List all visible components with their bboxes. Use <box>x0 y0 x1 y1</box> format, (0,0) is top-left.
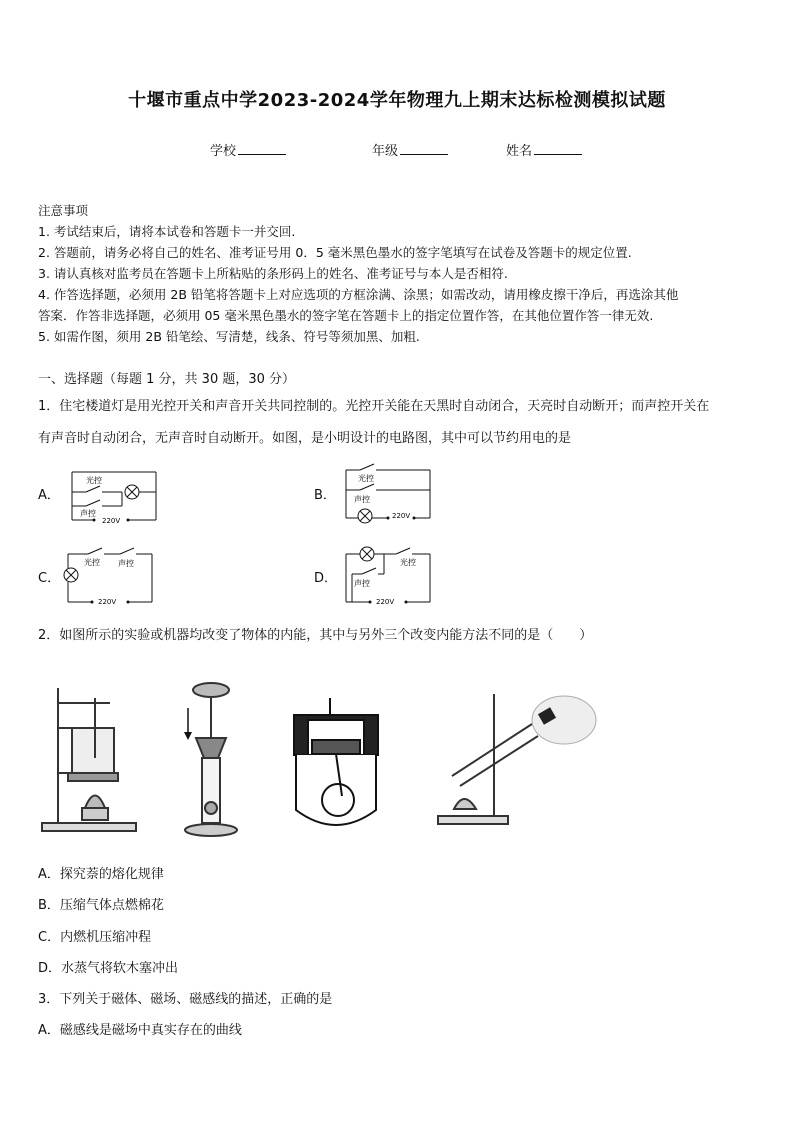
circuit-d-voltage: 220V <box>376 598 395 606</box>
grade-blank[interactable] <box>400 142 448 155</box>
circuit-d-light-label: 光控 <box>400 558 416 567</box>
q1-option-c-label[interactable]: C． <box>38 571 61 586</box>
name-field <box>506 140 582 159</box>
air-compression-figure <box>178 678 248 838</box>
circuit-d-diagram <box>340 544 440 608</box>
notice-item: 答案．作答非选择题，必须用 05 毫米黑色墨水的签字笔在答题卡上的指定位置作答，在其他位置作答一律无效. <box>38 308 654 323</box>
circuit-c-diagram <box>62 544 162 608</box>
name-blank[interactable] <box>534 142 582 155</box>
grade-label: 年级 <box>372 144 399 159</box>
circuit-c-light-label: 光控 <box>84 558 100 567</box>
circuit-b-light-label: 光控 <box>358 474 374 483</box>
section-heading: 一、选择题（每题 1 分，共 30 题，30 分） <box>38 372 296 387</box>
steam-cork-figure <box>432 684 602 834</box>
circuit-a-diagram <box>66 462 166 528</box>
q2-stem: 2．如图所示的实验或机器均改变了物体的内能，其中与另外三个改变内能方法不同的是（ ） <box>38 628 593 643</box>
school-field <box>210 140 286 159</box>
q2-option-b[interactable]: B．压缩气体点燃棉花 <box>38 898 164 913</box>
q3-option-a[interactable]: A．磁感线是磁场中真实存在的曲线 <box>38 1023 242 1038</box>
school-label: 学校 <box>210 144 237 159</box>
circuit-c-sound-label: 声控 <box>118 559 134 568</box>
grade-field <box>372 140 448 159</box>
name-label: 姓名 <box>506 144 533 159</box>
notice-heading: 注意事项 <box>38 203 89 218</box>
q1-option-b-label[interactable]: B． <box>314 488 336 503</box>
q1-stem-line2: 有声音时自动闭合，无声音时自动断开。如图，是小明设计的电路图，其中可以节约用电的是 <box>38 431 572 446</box>
circuit-b-sound-label: 声控 <box>354 495 370 504</box>
q2-option-d[interactable]: D．水蒸气将软木塞冲出 <box>38 961 179 976</box>
notice-item: 4. 作答选择题，必须用 2B 铅笔将答题卡上对应选项的方框涂满、涂黑；如需改动，请用橡皮擦干净后，再选涂其他 <box>38 287 679 302</box>
school-blank[interactable] <box>238 142 286 155</box>
notice-item: 3. 请认真核对监考员在答题卡上所粘贴的条形码上的姓名、准考证号与本人是否相符. <box>38 266 508 281</box>
circuit-a-voltage: 220V <box>102 517 121 525</box>
q2-option-c[interactable]: C．内燃机压缩冲程 <box>38 930 152 945</box>
q1-stem-line1: 1．住宅楼道灯是用光控开关和声音开关共同控制的。光控开关能在天黑时自动闭合，天亮时自动断开；而声控开关在 <box>38 399 710 414</box>
q2-option-a[interactable]: A．探究萘的熔化规律 <box>38 867 164 882</box>
q1-option-d-label[interactable]: D． <box>314 571 338 586</box>
notice-section <box>38 200 763 347</box>
engine-compression-figure <box>286 690 386 840</box>
q1-option-a-label[interactable]: A． <box>38 488 60 503</box>
notice-item: 5. 如需作图，须用 2B 铅笔绘、写清楚，线条、符号等须加黑、加粗. <box>38 329 420 344</box>
circuit-a-light-label: 光控 <box>86 476 102 485</box>
q3-stem: 3．下列关于磁体、磁场、磁感线的描述，正确的是 <box>38 992 333 1007</box>
circuit-b-voltage: 220V <box>392 512 411 520</box>
circuit-d-sound-label: 声控 <box>354 579 370 588</box>
circuit-c-voltage: 220V <box>98 598 117 606</box>
circuit-a-sound-label: 声控 <box>80 509 96 518</box>
page-title: 十堰市重点中学2023-2024学年物理九上期末达标检测模拟试题 <box>128 90 666 111</box>
notice-item: 2. 答题前，请务必将自己的姓名、准考证号用 0．5 毫米黑色墨水的签字笔填写在试卷及答题卡的规定位置. <box>38 245 632 260</box>
naphthalene-melting-figure <box>40 678 140 838</box>
notice-item: 1. 考试结束后，请将本试卷和答题卡一并交回. <box>38 224 296 239</box>
circuit-b-diagram <box>340 460 440 528</box>
